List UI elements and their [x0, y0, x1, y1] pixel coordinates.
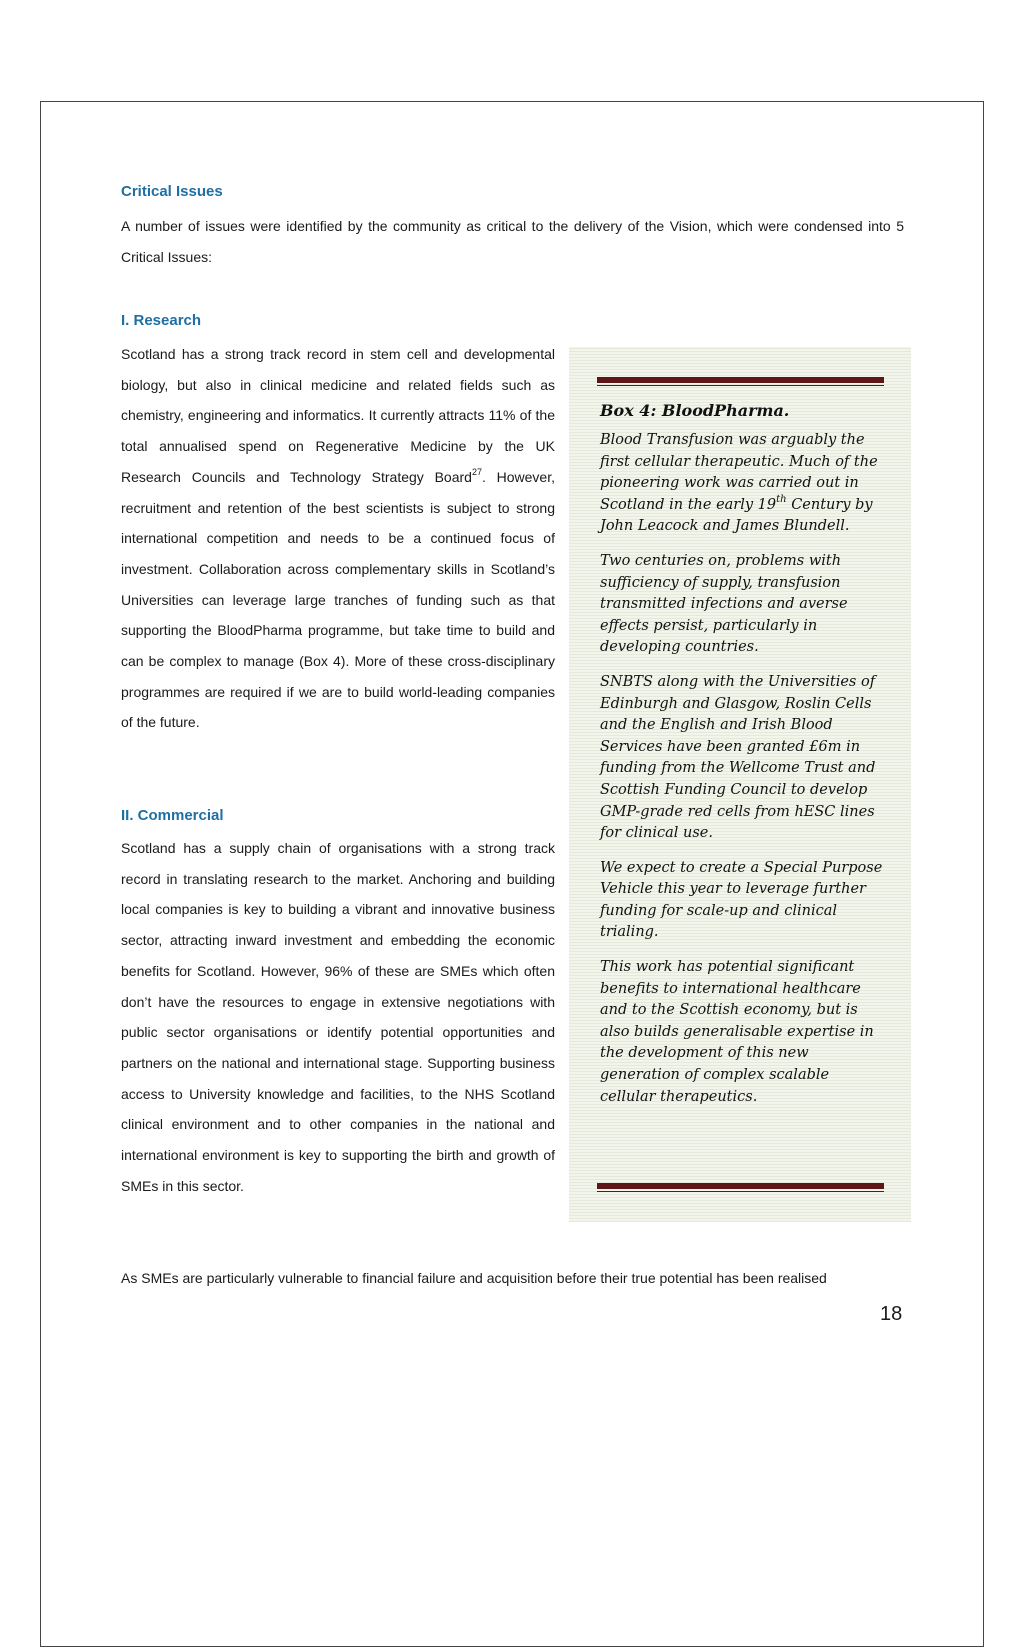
box-title: Box 4: BloodPharma.	[600, 401, 790, 420]
box-content	[600, 401, 883, 1121]
page-number: 18	[880, 1303, 903, 1325]
footnote-ref[interactable]: 27	[471, 467, 482, 478]
box-paragraph-5: This work has potential significant benefits to international healthcare and to the Scottish economy, but is also builds generalisable expertise in the development of this new generation of complex scalable cellular therapeutics.	[600, 959, 874, 1105]
box-paragraph-1	[600, 430, 883, 538]
closing-line: As SMEs are particularly vulnerable to financial failure and acquisition before their true potential has been realised	[121, 1270, 827, 1286]
critical-issues-heading: Critical Issues	[121, 183, 223, 200]
commercial-heading: II. Commercial	[121, 807, 224, 824]
box-bottom-rule	[597, 1183, 884, 1193]
research-text-b: . However, recruitment and retention of the best scientists is subject to strong international competition and needs to be a continued focus of investment. Collaboration across complementary skills in Scotland’s Universities can leverage large tranches of funding such as that supporting the BloodPharma programme, but take time to build and can be complex to manage (Box 4). More of these cross-disciplinary programmes are required if we are to build world-leading companies of the future.	[121, 468, 555, 731]
research-text-a: Scotland has a strong track record in stem cell and developmental biology, but also in clinical medicine and related fields such as chemistry, engineering and informatics. It currently attracts 11% of the total annualised spend on Regenerative Medicine by the UK Research Councils and Technology Strategy Board	[121, 346, 555, 485]
box-top-rule	[597, 377, 884, 387]
research-paragraph	[121, 339, 555, 738]
research-heading: I. Research	[121, 312, 202, 329]
box-p1-b: Century by John Leacock and James Blundell.	[600, 496, 873, 535]
box-4-bloodpharma	[569, 347, 911, 1222]
box-p1-sup: th	[776, 493, 787, 505]
box-paragraph-2: Two centuries on, problems with sufficiency of supply, transfusion transmitted infections and averse effects persist, particularly in developing countries.	[600, 552, 848, 656]
box-paragraph-3: SNBTS along with the Universities of Edinburgh and Glasgow, Roslin Cells and the English and Irish Blood Services have been granted £6m in funding from the Wellcome Trust and Scottish Funding Council to develop GMP-grade red cells from hESC lines for clinical use.	[600, 673, 876, 842]
commercial-paragraph: Scotland has a supply chain of organisations with a strong track record in translating research to the market. Anchoring and building local companies is key to building a vibrant and innovative business sector, attracting inward investment and embedding the economic benefits for Scotland. However, 96% of these are SMEs which often don’t have the resources to engage in extensive negotiations with public sector organisations or identify potential opportunities and partners on the national and international stage. Supporting business access to University knowledge and facilities, to the NHS Scotland clinical environment and to other companies in the national and international environment is key to supporting the birth and growth of SMEs in this sector.	[121, 840, 555, 1194]
box-p1-a: Blood Transfusion was arguably the first cellular therapeutic. Much of the pioneering work was carried out in Scotland in the early 19	[600, 432, 878, 513]
critical-issues-intro: A number of issues were identified by the community as critical to the delivery of the Vision, which were condensed into 5 Critical Issues:	[121, 218, 904, 265]
box-paragraph-4: We expect to create a Special Purpose Vehicle this year to leverage further funding for scale-up and clinical trialing.	[600, 859, 883, 941]
